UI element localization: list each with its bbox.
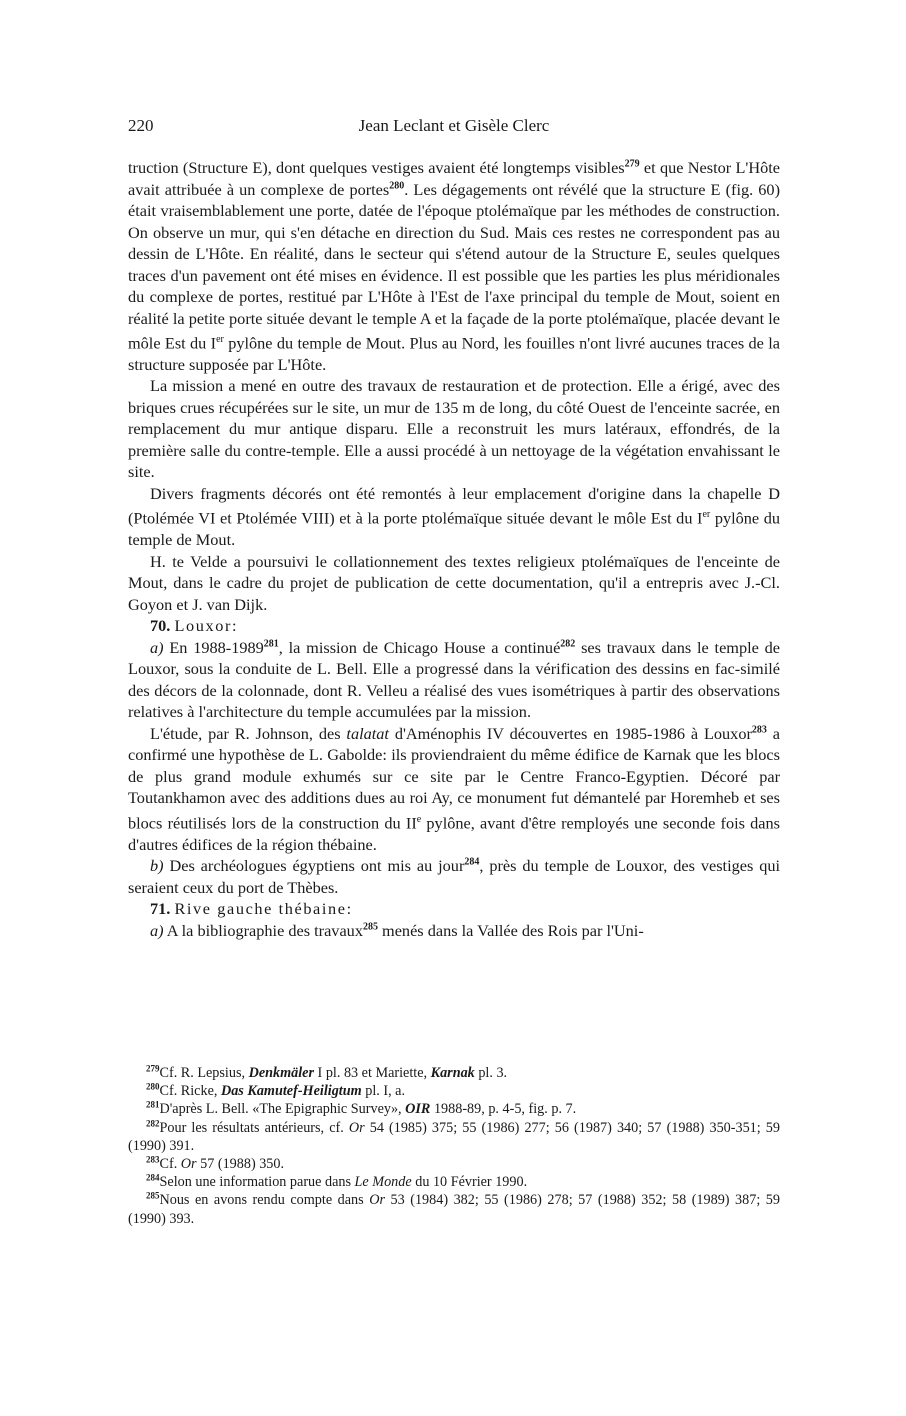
paragraph-te-velde: H. te Velde a poursuivi le collationnement des textes religieux ptolémaïques de l'enceinte de Mout, dans le cadre du projet de publication de cette documentation, qu'il a entrepris avec J.-Cl. Goyon et J. van Dijk.: [128, 551, 780, 614]
section-number: 71.: [150, 899, 171, 919]
item-label: a): [150, 637, 164, 657]
footnote-ref-280[interactable]: 280: [389, 180, 405, 192]
section-title: Rive gauche thébaine:: [174, 899, 353, 919]
text: ses travaux dans le temple de Louxor, sous la conduite de L. Bell. Elle a progressé dans la vérification des dessins en fac-similé des décors de la colonnade, dont R. Velleu a réalisé des vues isométriques à partir des observations relatives à l'architecture du temple accumulées par la mission.: [128, 637, 781, 722]
text: , près du temple de Louxor, des vestiges qui seraient ceux du port de Thèbes.: [128, 856, 780, 897]
section-heading-71: [128, 898, 780, 920]
text: D'après L. Bell. «The Epigraphic Survey»,: [159, 1101, 406, 1118]
text: menés dans la Vallée des Rois par l'Uni-: [377, 920, 644, 940]
paragraph-chicago-house: [128, 637, 780, 723]
text: 57 (1988) 350.: [196, 1156, 285, 1173]
footnote-ref-282[interactable]: 282: [560, 638, 576, 650]
text: Nous en avons rendu compte dans: [159, 1192, 370, 1209]
text: pl. 3.: [474, 1065, 508, 1081]
footnote-284: [128, 1173, 780, 1191]
text: pylône, avant d'être remployés une seconde fois dans d'autres édifices de la région thébaine.: [128, 813, 780, 854]
paragraph-restoration: La mission a mené en outre des travaux de restauration et de protection. Elle a érigé, avec des briques crues récupérées sur le site, un mur de 135 m de long, du côté Ouest de l'enceinte sacrée, en remplacement du mur antique disparu. Elle a reconstruit les murs latéraux, effondrés, de la première salle du contre-temple. Elle a aussi procédé à un nettoyage de la végétation envahissant le site.: [128, 376, 780, 482]
italic-title: Or: [180, 1156, 197, 1173]
text: pl. I, a.: [361, 1083, 406, 1100]
italic-title: Das Kamutef-Heiligtum: [220, 1083, 362, 1100]
footnote-280: [128, 1082, 780, 1100]
footnote-283: [128, 1155, 780, 1173]
running-title: Jean Leclant et Gisèle Clerc: [358, 116, 550, 135]
text: Cf. R. Lepsius,: [159, 1065, 249, 1081]
italic-title: Karnak: [430, 1065, 475, 1081]
footnote-279: [128, 1064, 780, 1082]
text: pylône du temple de Mout.: [128, 508, 780, 550]
page-number: 220: [128, 116, 154, 135]
italic-title: Or: [369, 1192, 385, 1209]
footnote-ref-279[interactable]: 279: [624, 158, 640, 170]
footnotes: [128, 1064, 780, 1228]
page-header: [128, 116, 780, 140]
paragraph-vallee-des-rois: [128, 920, 780, 942]
footnote-number: 281: [146, 1099, 160, 1110]
text: truction (Structure E), dont quelques vestiges avaient été longtemps visibles: [128, 158, 625, 177]
footnote-282: [128, 1119, 780, 1155]
text: L'étude, par R. Johnson, des: [150, 723, 347, 743]
text: pylône du temple de Mout. Plus au Nord, les fouilles n'ont livré aucunes traces de la structure supposée par L'Hôte.: [128, 333, 780, 374]
section-heading-70: [128, 615, 780, 637]
footnote-number: 279: [146, 1063, 160, 1074]
text: I pl. 83 et Mariette,: [314, 1065, 431, 1081]
superscript-e: e: [416, 813, 422, 825]
paragraph-talatat: [128, 723, 780, 855]
text: Cf.: [159, 1156, 181, 1173]
footnote-number: 284: [146, 1172, 160, 1183]
footnote-ref-284[interactable]: 284: [464, 856, 480, 868]
italic-title: Le Monde: [354, 1174, 412, 1191]
italic-title: Or: [348, 1119, 365, 1136]
footnote-285: [128, 1191, 780, 1227]
text: 54 (1985) 375; 55 (1986) 277; 56 (1987) 340; 57 (1988) 350-351; 59 (1990) 391.: [128, 1119, 780, 1154]
item-label: a): [150, 920, 164, 940]
text: d'Aménophis IV découvertes en 1985-1986 à Louxor: [388, 723, 752, 743]
text: a confirmé une hypothèse de L. Gabolde: ils proviendraient du même édifice de Karnak que les blocs de plus grand module exhumés sur ce site par le Centre Franco-Egyptien. Décoré par Toutankhamon avec des additions dues au roi Ay, ce monument fut démantelé par Horemheb et ses blocs réutilisés lors de la construction du II: [128, 723, 780, 833]
italic-term: talatat: [346, 723, 389, 743]
text: du 10 Février 1990.: [411, 1174, 528, 1191]
text: Des archéologues égyptiens ont mis au jour: [163, 856, 465, 876]
paragraph-structure-e: [128, 157, 780, 375]
italic-title: OIR: [405, 1101, 431, 1118]
text: A la bibliographie des travaux: [163, 920, 363, 940]
text: Pour les résultats antérieurs, cf.: [159, 1119, 349, 1136]
main-text: [128, 157, 780, 941]
footnote-number: 285: [146, 1190, 160, 1201]
paragraph-port-thebes: [128, 855, 780, 898]
footnote-number: 283: [146, 1154, 160, 1165]
footnote-281: [128, 1100, 780, 1118]
text: . Les dégagements ont révélé que la structure E (fig. 60) était vraisemblablement une porte, datée de l'époque ptolémaïque par les méthodes de construction. On observe un mur, qui s'en détache en direction du Sud. Mais ces restes ne correspondent pas au dessin de L'Hôte. En réalité, dans le secteur qui s'étend autour de la Structure E, seules quelques traces d'un pavement ont été mises en évidence. Il est possible que les parties les plus méridionales du complexe de portes, restitué par L'Hôte à l'Est de l'axe principal du temple de Mout, soient en réalité la petite porte située devant le temple A et la façade de la porte ptolémaïque, placée devant le môle Est du I: [128, 179, 780, 353]
paragraph-fragments: [128, 483, 780, 551]
footnote-number: 280: [146, 1081, 160, 1092]
text: 53 (1984) 382; 55 (1986) 278; 57 (1988) 352; 58 (1989) 387; 59 (1990) 393.: [128, 1192, 780, 1227]
italic-title: Denkmäler: [248, 1065, 314, 1081]
text: et que Nestor L'Hôte avait attribuée à un complexe de portes: [128, 158, 780, 199]
text: , la mission de Chicago House a continué: [278, 637, 561, 657]
text: 1988-89, p. 4-5, fig. p. 7.: [430, 1101, 577, 1118]
section-title: Louxor:: [174, 616, 239, 636]
footnote-ref-285[interactable]: 285: [362, 921, 378, 933]
text: Selon une information parue dans: [159, 1174, 355, 1191]
text: En 1988-1989: [163, 637, 264, 657]
footnote-ref-281[interactable]: 281: [263, 638, 279, 650]
text: Cf. Ricke,: [159, 1083, 221, 1100]
footnote-ref-283[interactable]: 283: [751, 724, 767, 736]
text: Divers fragments décorés ont été remontés à leur emplacement d'origine dans la chapelle D (Ptolémée VI et Ptolémée VIII) et à la porte ptolémaïque située devant le môle Est du I: [128, 483, 780, 528]
superscript-er: er: [216, 334, 224, 345]
item-label: b): [150, 856, 164, 876]
superscript-er: er: [702, 509, 711, 521]
footnote-number: 282: [146, 1117, 160, 1128]
section-number: 70.: [150, 616, 171, 636]
